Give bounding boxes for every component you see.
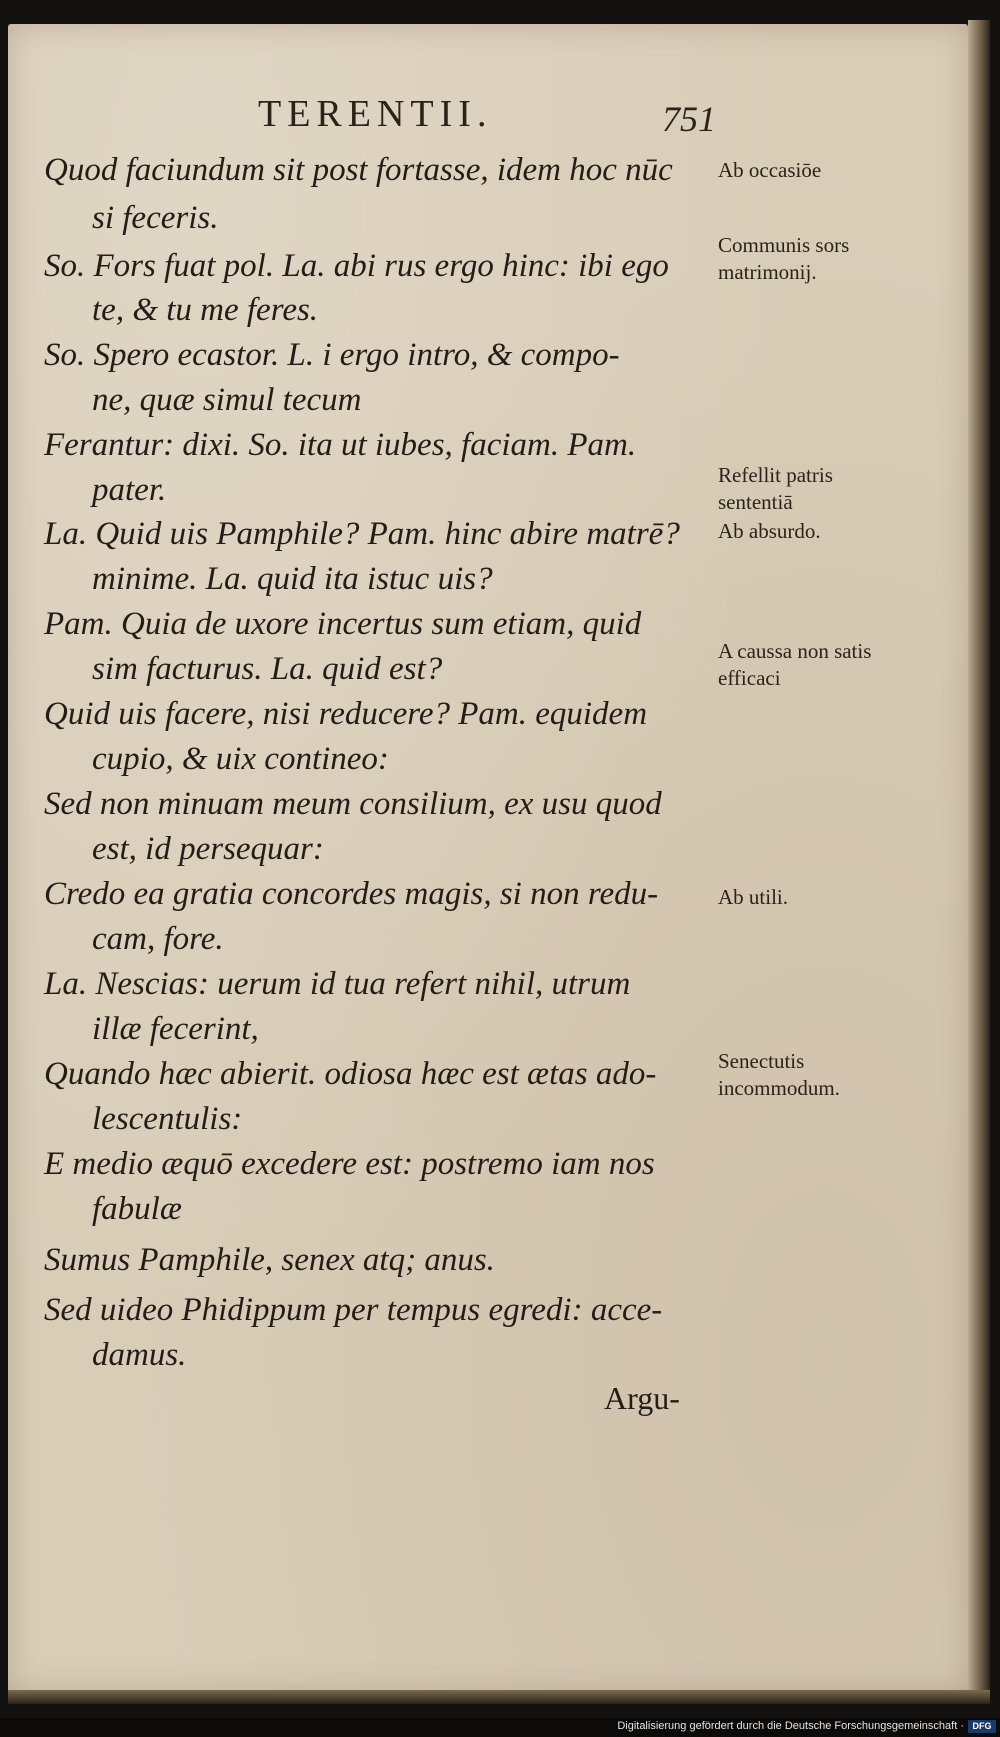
running-title: TERENTII.: [258, 93, 493, 135]
text-line: damus.: [92, 1337, 187, 1373]
text-line: La. Quid uis Pamphile? Pam. hinc abire matrē?: [44, 516, 680, 552]
text-line: Quando hæc abierit. odiosa hæc est ætas ado-: [44, 1056, 657, 1092]
text-line: ne, quæ simul tecum: [92, 382, 362, 418]
text-line: fabulæ: [92, 1191, 182, 1227]
text-line: So. Spero ecastor. L. i ergo intro, & compo-: [44, 337, 620, 373]
text-line: La. Nescias: uerum id tua refert nihil, utrum: [44, 966, 631, 1002]
text-line: sim facturus. La. quid est?: [92, 651, 443, 687]
text-line: minime. La. quid ita istuc uis?: [92, 561, 493, 597]
margin-note: Refellit patris sententiā: [718, 463, 833, 514]
margin-note: Ab absurdo.: [718, 519, 821, 543]
text-line: So. Fors fuat pol. La. abi rus ergo hinc: ibi ego: [44, 248, 669, 284]
text-line: Sed non minuam meum consilium, ex usu quod: [44, 786, 662, 822]
page-edge-bottom: [8, 1690, 990, 1704]
margin-note: Ab occasiōe: [718, 158, 822, 182]
text-line: Sed uideo Phidippum per tempus egredi: acce-: [44, 1292, 663, 1328]
text-line: Quod faciundum sit post fortasse, idem hoc nūc: [44, 152, 673, 188]
page-number: 751: [662, 99, 716, 139]
margin-note: A caussa non satis efficaci: [718, 639, 872, 690]
text-line: te, & tu me feres.: [92, 292, 319, 328]
text-line: cupio, & uix contineo:: [92, 741, 389, 777]
text-line: illæ fecerint,: [92, 1011, 259, 1047]
text-line: est, id persequar:: [92, 831, 324, 867]
text-line: Credo ea gratia concordes magis, si non redu-: [44, 876, 659, 912]
text-line: Quid uis facere, nisi reducere? Pam. equidem: [44, 696, 648, 732]
text-line: lescentulis:: [92, 1101, 243, 1137]
text-line: Sumus Pamphile, senex atq; anus.: [44, 1242, 495, 1278]
catchword: Argu-: [604, 1380, 680, 1416]
margin-note: Ab utili.: [718, 885, 789, 909]
margin-note: Senectutis incommodum.: [718, 1049, 840, 1100]
text-line: Ferantur: dixi. So. ita ut iubes, faciam. Pam.: [44, 427, 637, 463]
digitization-credit: Digitalisierung gefördert durch die Deutsche Forschungsgemeinschaft ·: [617, 1720, 964, 1732]
text-line: E medio æquō excedere est: postremo iam nos: [44, 1146, 655, 1182]
margin-note: Communis sors matrimonij.: [718, 233, 850, 284]
text-line: cam, fore.: [92, 921, 224, 957]
page-edge-right: [968, 20, 990, 1700]
dfg-logo: DFG: [968, 1720, 996, 1733]
text-line: si feceris.: [92, 200, 219, 236]
text-line: Pam. Quia de uxore incertus sum etiam, quid: [44, 606, 642, 642]
text-line: pater.: [92, 472, 167, 508]
